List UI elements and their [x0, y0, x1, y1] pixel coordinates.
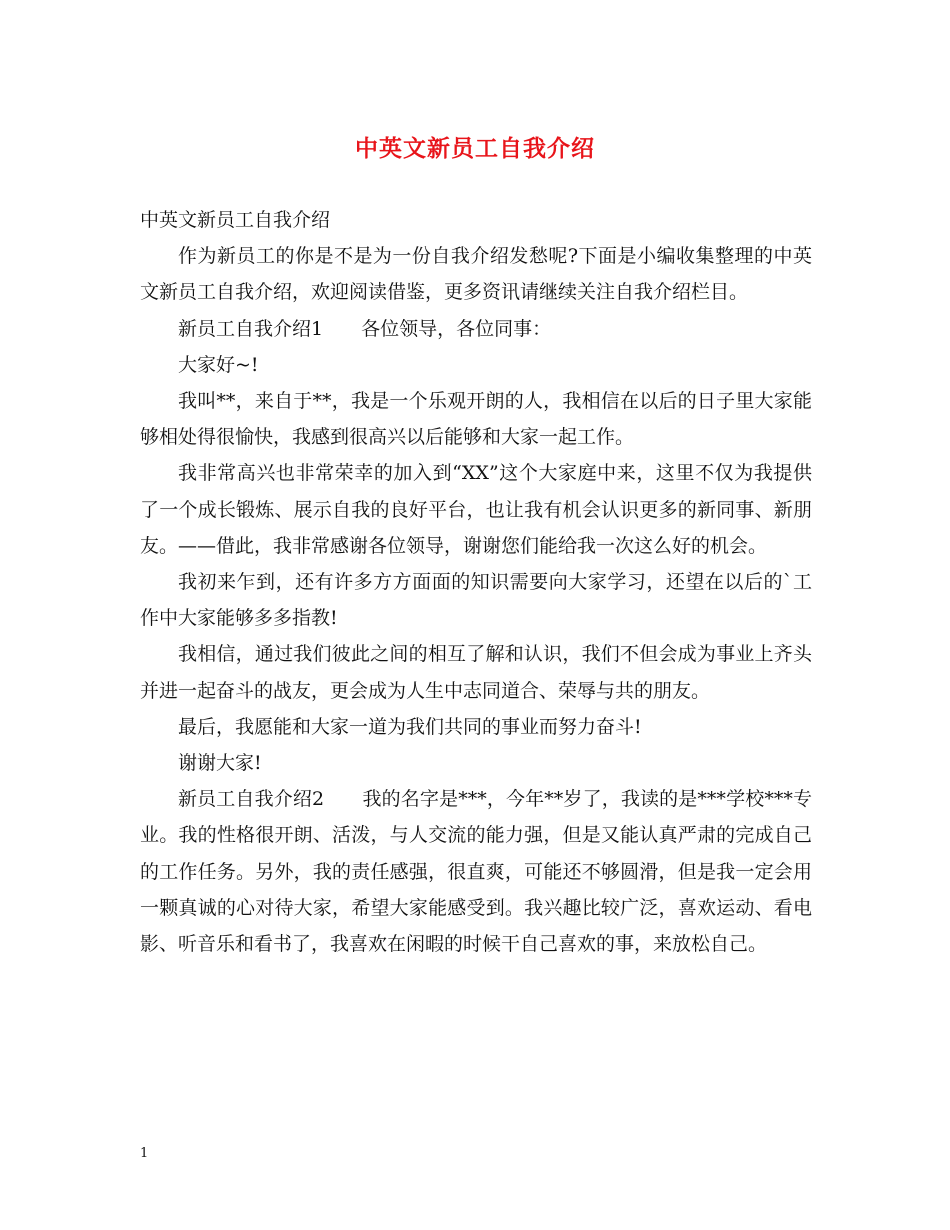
paragraph-intro: 作为新员工的你是不是为一份自我介绍发愁呢?下面是小编收集整理的中英文新员工自我介绍，欢迎阅读借鉴，更多资讯请继续关注自我介绍栏目。: [140, 245, 812, 304]
document-title: 中英文新员工自我介绍: [355, 135, 595, 162]
paragraph-belief: 我相信，通过我们彼此之间的相互了解和认识，我们不但会成为事业上齐头并进一起奋斗的战友，更会成为人生中志同道合、荣辱与共的朋友。: [140, 643, 812, 702]
paragraph-section-2: 新员工自我介绍2 我的名字是***，今年**岁了，我读的是***学校***专业。我的性格很开朗、活泼，与人交流的能力强，但是又能认真严肃的完成自己的工作任务。另外，我的责任感强，很直爽，可能还不够圆滑，但是我一定会用一颗真诚的心对待大家，希望大家能感受到。我兴趣比较广泛，喜欢运动、看电影、听音乐和看书了，我喜欢在闲暇的时候干自己喜欢的事，来放松自己。: [140, 788, 812, 956]
paragraph-self-intro: 我叫**，来自于**，我是一个乐观开朗的人，我相信在以后的日子里大家能够相处得很愉快，我感到很高兴以后能够和大家一起工作。: [140, 390, 812, 449]
document-body: [140, 202, 812, 962]
paragraph-closing: 最后，我愿能和大家一道为我们共同的事业而努力奋斗!: [178, 715, 642, 738]
page-number: 1: [140, 1146, 149, 1161]
paragraph-greeting: 大家好~!: [178, 353, 259, 376]
paragraph-thanks: 谢谢大家!: [178, 752, 262, 775]
paragraph-heading: 中英文新员工自我介绍: [140, 209, 331, 231]
paragraph-joining: 我非常高兴也非常荣幸的加入到“XX”这个大家庭中来，这里不仅为我提供了一个成长锻炼、展示自我的良好平台，也让我有机会认识更多的新同事、新朋友。——借此，我非常感谢各位领导，谢谢您们能给我一次这么好的机会。: [140, 462, 812, 557]
paragraph-learning: 我初来乍到，还有许多方方面面的知识需要向大家学习，还望在以后的`工作中大家能够多多指教!: [140, 571, 812, 630]
paragraph-section-1-heading: 新员工自我介绍1 各位领导，各位同事：: [178, 317, 552, 340]
